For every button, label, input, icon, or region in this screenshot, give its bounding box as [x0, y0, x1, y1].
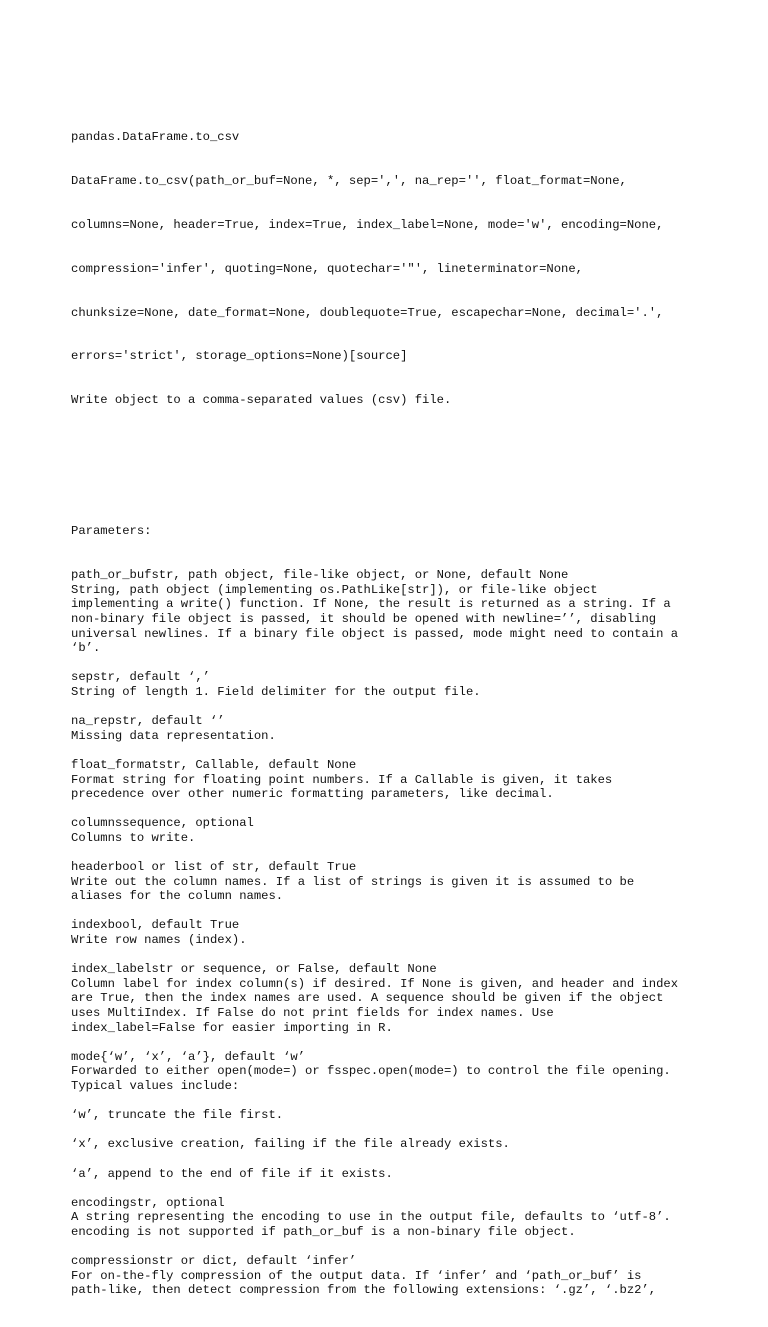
- param-description-line: String of length 1. Field delimiter for the output file.: [71, 684, 481, 699]
- param-description-line: encoding is not supported if path_or_buf is a non-binary file object.: [71, 1224, 576, 1239]
- param-name: path_or_bufstr, path object, file-like object, or None, default None: [71, 568, 569, 583]
- param-description-line: ‘x’, exclusive creation, failing if the file already exists.: [71, 1137, 510, 1152]
- param-block: [71, 860, 731, 904]
- signature-line: chunksize=None, date_format=None, doublequote=True, escapechar=None, decimal='.',: [71, 305, 664, 320]
- param-name: columnssequence, optional: [71, 816, 254, 831]
- param-name: compressionstr or dict, default ‘infer’: [71, 1254, 357, 1269]
- param-description-line: implementing a write() function. If None, the result is returned as a string. If a: [71, 597, 671, 612]
- param-description-line: uses MultiIndex. If False do not print fields for index names. Use: [71, 1006, 554, 1020]
- param-block: [71, 1137, 731, 1152]
- param-block: [71, 1167, 731, 1182]
- doc-header: [71, 101, 731, 437]
- param-description-line: Write row names (index).: [71, 933, 247, 948]
- param-block: [71, 1254, 731, 1298]
- param-name: mode{‘w’, ‘x’, ‘a’}, default ‘w’: [71, 1049, 306, 1064]
- param-description-line: Typical values include:: [71, 1078, 240, 1093]
- param-description-line: universal newlines. If a binary file object is passed, mode might need to contain a: [71, 626, 679, 641]
- param-description-line: aliases for the column names.: [71, 889, 284, 904]
- param-name: indexbool, default True: [71, 918, 240, 933]
- param-description-line: Columns to write.: [71, 830, 196, 845]
- param-description-line: path-like, then detect compression from the following extensions: ‘.gz’, ‘.bz2’,: [71, 1283, 657, 1298]
- parameters-heading: Parameters:: [71, 524, 152, 539]
- param-block: [71, 568, 731, 656]
- param-name: headerbool or list of str, default True: [71, 860, 357, 875]
- param-description-line: Column label for index column(s) if desired. If None is given, and header and index: [71, 976, 679, 991]
- param-description-line: non-binary file object is passed, it should be opened with newline=’’, disabling: [71, 611, 657, 626]
- param-block: [71, 816, 731, 845]
- param-block: [71, 670, 731, 699]
- param-description-line: Missing data representation.: [71, 728, 276, 743]
- param-block: [71, 1050, 731, 1094]
- param-block: [71, 758, 731, 802]
- param-description-line: precedence over other numeric formatting parameters, like decimal.: [71, 787, 554, 802]
- signature-line: columns=None, header=True, index=True, index_label=None, mode='w', encoding=None,: [71, 217, 664, 232]
- param-description-line: ‘a’, append to the end of file if it exists.: [71, 1166, 393, 1181]
- param-description-line: are True, then the index names are used. A sequence should be given if the object: [71, 991, 664, 1006]
- signature-line: compression='infer', quoting=None, quotechar='"', lineterminator=None,: [71, 261, 583, 276]
- param-block: [71, 918, 731, 947]
- param-block: [71, 714, 731, 743]
- param-description-line: Write out the column names. If a list of strings is given it is assumed to be: [71, 874, 635, 889]
- param-block: [71, 962, 731, 1035]
- param-description-line: index_label=False for easier importing in R.: [71, 1020, 393, 1035]
- signature-line: errors='strict', storage_options=None)[source]: [71, 349, 408, 364]
- param-description-line: ‘b’.: [71, 641, 101, 656]
- param-block: [71, 1108, 731, 1123]
- param-block: [71, 1196, 731, 1240]
- param-name: na_repstr, default ‘’: [71, 714, 225, 729]
- param-description-line: Format string for floating point numbers. If a Callable is given, it takes: [71, 772, 613, 787]
- param-name: index_labelstr or sequence, or False, default None: [71, 962, 437, 977]
- param-description-line: String, path object (implementing os.PathLike[str]), or file-like object: [71, 582, 598, 597]
- param-description-line: ‘w’, truncate the file first.: [71, 1108, 284, 1123]
- param-description-line: For on-the-fly compression of the output data. If ‘infer’ and ‘path_or_buf’ is: [71, 1268, 642, 1283]
- document-page: [71, 72, 731, 1327]
- doc-title: pandas.DataFrame.to_csv: [71, 130, 240, 145]
- parameters-section: [71, 495, 731, 1298]
- param-name: sepstr, default ‘,’: [71, 670, 210, 685]
- summary-line: Write object to a comma-separated values (csv) file.: [71, 393, 452, 408]
- signature-line: DataFrame.to_csv(path_or_buf=None, *, sep=',', na_rep='', float_format=None,: [71, 174, 627, 189]
- param-name: float_formatstr, Callable, default None: [71, 757, 357, 772]
- param-name: encodingstr, optional: [71, 1195, 225, 1210]
- param-description-line: A string representing the encoding to use in the output file, defaults to ‘utf-8’.: [71, 1210, 671, 1225]
- param-description-line: Forwarded to either open(mode=) or fsspec.open(mode=) to control the file opening.: [71, 1064, 671, 1079]
